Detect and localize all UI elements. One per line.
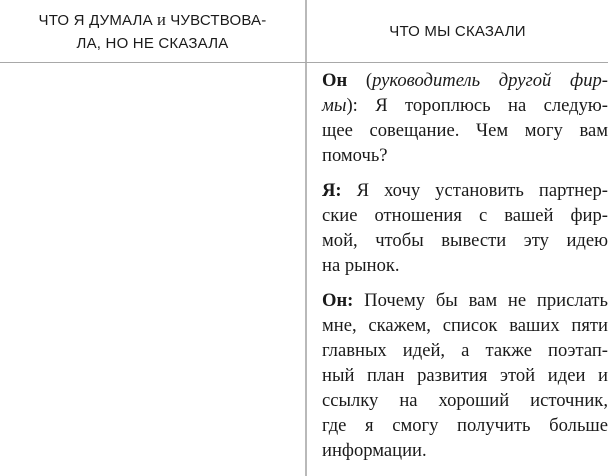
header-thoughts-part-c: ЧУВСТВОВА- [170,11,267,29]
dialog-entry [322,178,608,278]
dialog-line: информации. [322,440,427,461]
dialog-line [322,288,608,313]
header-thoughts-part-a: ЧТО Я ДУМАЛА [38,11,153,29]
dialog-line: щее совещание. Чем могу вам [322,120,608,141]
dialog-line: ссылку на хороший источник, [322,390,608,411]
header-said-column [307,0,608,62]
header-thoughts-line2: ЛА, НО НЕ СКАЗАЛА [76,34,229,52]
header-thoughts-line1 [39,8,267,32]
speaker-label: Я: [322,180,342,201]
dialog-line [322,68,608,93]
header-divider [0,62,608,63]
header-thoughts-conjunction: и [157,9,166,29]
speaker-role-cont: мы [322,95,347,116]
dialog-text: Я хочу установить партнер- [341,180,608,201]
role-paren-open: ( [347,70,373,91]
speaker-label: Он: [322,290,354,311]
dialog-text: Почему бы вам не прислать [353,290,608,311]
header-thoughts-column [0,0,305,62]
dialog-column [322,68,608,473]
dialog-line: мой, чтобы вывести эту идею [322,230,608,251]
dialog-line: на рынок. [322,255,400,276]
dialog-line [322,93,608,118]
dialog-entry [322,288,608,463]
dialog-line: мне, скажем, список ваших пяти [322,315,608,336]
dialog-entry [322,68,608,168]
role-paren-close: ): [346,95,376,116]
speaker-role: руководитель другой фир- [372,70,608,91]
dialog-line: помочь? [322,145,388,166]
dialog-text: Я тороплюсь на следую- [375,95,608,116]
dialog-line: где я смогу получить больше [322,415,608,436]
header-said-title: ЧТО МЫ СКАЗАЛИ [389,22,526,40]
dialog-line: главных идей, а также поэтап- [322,340,608,361]
dialog-line: ские отношения с вашей фир- [322,205,608,226]
dialog-line: ный план развития этой идеи и [322,365,608,386]
dialog-line [322,178,608,203]
column-divider [305,0,307,476]
speaker-label: Он [322,70,348,91]
